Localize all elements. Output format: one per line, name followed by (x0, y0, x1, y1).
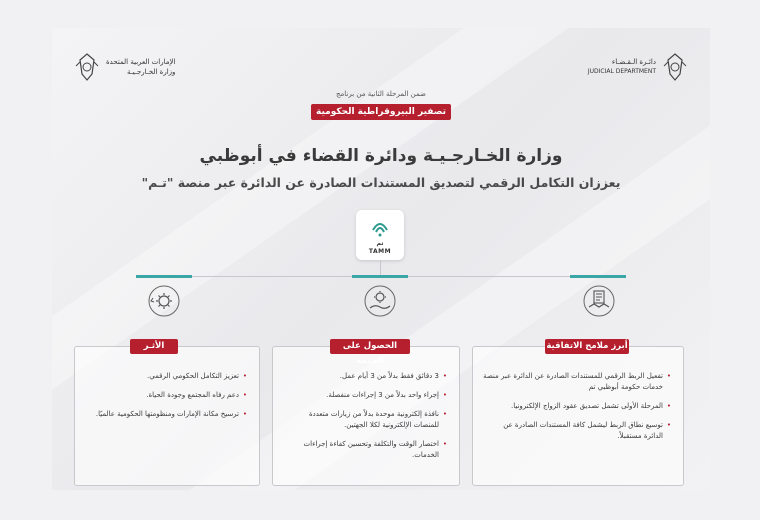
list-item: • توسيع نطاق الربط ليشمل كافة المستندات الصادرة عن الدائرة مستقبلاً. (483, 420, 671, 442)
program-badge: تصفير البيروقراطية الحكومية (311, 104, 451, 120)
judicial-line1: دائـرة الـقـضـاء (611, 58, 656, 66)
list-item: • المرحلة الأولى تشمل تصديق عقود الزواج الإلكترونيا. (483, 401, 671, 412)
falcon-emblem-icon (662, 52, 688, 82)
list-item: • إجراء واحد بدلاً من 3 إجراءات منفصلة. (283, 390, 447, 401)
tamm-name-ar: تم (376, 240, 384, 247)
mofa-line2: وزارة الخـارجـيـة (126, 68, 176, 76)
tamm-logo (356, 210, 404, 260)
list-item: • اختصار الوقت والتكلفة وتحسين كفاءة إجراءات الخدمات. (283, 439, 447, 461)
tamm-name-en: TAMM (368, 248, 392, 255)
teal-marker (352, 275, 408, 278)
list-item: • دعم رفاه المجتمع وجودة الحياة. (85, 390, 247, 401)
list-item: • نافذة إلكترونية موحدة بدلاً من زيارات متعددة للمنصات الإلكترونية لكلا الجهتين. (283, 409, 447, 431)
list-item: • ترسيخ مكانة الإمارات ومنظومتها الحكومية عالميًا. (85, 409, 247, 420)
teal-marker (570, 275, 626, 278)
list-item: • تفعيل الربط الرقمي للمستندات الصادرة عن الدائرة عبر منصة خدمات حكومة أبوظبي تم (483, 371, 671, 393)
judicial-department-logo (588, 52, 688, 82)
service-access-label: الحصول على الخدمة (330, 339, 410, 354)
main-title: وزارة الخـارجـيـة ودائرة القضاء في أبوظبي (199, 146, 563, 166)
judicial-line2: JUDICIAL DEPARTMENT (587, 68, 656, 75)
list-item: • تعزيز التكامل الحكومي الرقمي. (85, 371, 247, 382)
connector-vertical (380, 260, 381, 276)
mofa-line1: الإمارات العربية المتحدة (106, 58, 176, 66)
phase-text: ضمن المرحلة الثانية من برنامج (336, 90, 426, 98)
falcon-emblem-icon (74, 52, 100, 82)
subtitle: يعززان التكامل الرقمي لتصديق المستندات الصادرة عن الدائرة عبر منصة "تـم" (141, 175, 621, 190)
agreement-features-label: أبرز ملامح الاتفاقية (545, 339, 629, 354)
impact-box (74, 346, 260, 486)
teal-marker (136, 275, 192, 278)
hand-gear-icon (363, 284, 397, 318)
agreement-features-box (472, 346, 684, 486)
tamm-mark-icon (370, 216, 390, 238)
handshake-document-icon (582, 284, 616, 318)
list-item: • 3 دقائق فقط بدلاً من 3 أيام عمل. (283, 371, 447, 382)
impact-label: الأثـر (130, 339, 178, 354)
infographic-card (52, 28, 710, 490)
mofa-logo (74, 52, 175, 82)
gear-cycle-icon (147, 284, 181, 318)
